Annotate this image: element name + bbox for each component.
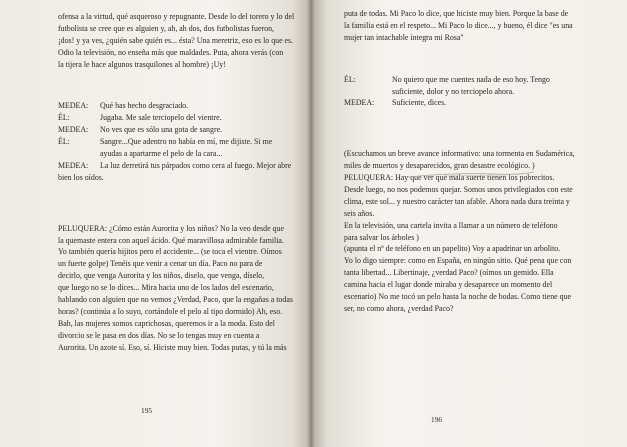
text-line: seis años. <box>344 208 375 218</box>
dialogue-text: Suficiente, dices. <box>392 98 447 108</box>
text-line: la familia está en el respeto... Mi Paco lo dice..., y bueno, él dice "es una <box>344 20 573 30</box>
text-line: horas? (continúa a lo suyo, cortándole el pelo al tipo dormido) Ah, eso. <box>58 306 283 316</box>
dialogue-text: bien los oídos. <box>58 172 104 182</box>
speaker-name: ÉL: <box>58 137 70 147</box>
text-line: camina hacia el lugar donde miraba y desaparece un momento del <box>344 280 553 290</box>
text-line: puta de todas. Mi Paco lo dice, que hiciste muy bien. Porque la base de <box>344 9 569 18</box>
book-gutter <box>307 0 315 447</box>
text-line: hablando con alguien que no vemos ¿Verdad, Paco, que la engañas a todas <box>58 295 293 305</box>
text-line: miles de muertos y desaparecidos, gran desastre ecológico. ) <box>344 161 535 171</box>
text-line: PELUQUERA: ¿Cómo están Aurorita y los niños? No la veo desde que <box>58 223 284 233</box>
text-line: (apunta el nº de teléfono en un papelito) Voy a apadrinar un arbolito. <box>344 244 561 254</box>
dialogue-line <box>58 136 296 148</box>
left-page-text <box>58 11 296 353</box>
text-line: mujer tan intachable íntegra mi Rosa" <box>344 32 464 42</box>
text-line: Yo también quería hijitos pero el accidente... (se toca el vientre. Oímos <box>58 247 282 257</box>
text-line: Bah, las mujeres somos caprichosas, queremos ir a la moda. Esto del <box>58 318 275 328</box>
text-line: Yo lo digo siempre: como en España, en ningún sitio. Qué pena que con <box>344 256 572 266</box>
text-line: ¡dos! y ya ves, ¿quién sabe quién es... ésta? Una meretriz, eso es lo que es. <box>58 35 294 45</box>
left-page <box>0 0 311 447</box>
speaker-name: MEDEA: <box>58 125 89 135</box>
text-line: la quemaste entera con aquel ácido. Qué maravillosa admirable familia. <box>58 235 284 245</box>
dialogue-text: ayudas a apartarme el pelo de la cara... <box>100 149 223 159</box>
text-line: En la televisión, una cartela invita a llamar a un número de teléfono <box>344 220 558 230</box>
dialogue-line <box>344 97 582 109</box>
speaker-name: ÉL: <box>344 74 356 84</box>
text-line: Aurorita. Un azote sí. Eso, sí. Hiciste muy bien. Todas putas, y tú la más <box>58 342 287 352</box>
dialogue-text: Jugaba. Me sale terciopelo del vientre. <box>100 113 222 123</box>
dialogue-line <box>58 160 296 172</box>
text-line: para salvar los árboles ) <box>344 232 419 242</box>
text-line: clima, este sol... y nuestro carácter tan afable. Ahora nada dura treinta y <box>344 196 570 206</box>
speaker-name: ÉL: <box>58 113 70 123</box>
dialogue-text: Sangre...Que adentro no había en mí, me dijiste. Si me <box>100 137 273 147</box>
text-line: decirlo, que venga Aurorita y los niños, diselo, que venga, díselo, <box>58 271 265 281</box>
text-line: PELUQUERA: Hay que ver qué mala suerte tienen los pobrecitos. <box>344 173 555 183</box>
page-number: 195 <box>141 406 153 415</box>
speaker-name: MEDEA: <box>58 101 89 111</box>
text-line: Desde luego, no nos podemos quejar. Somos unos privilegiados con este <box>344 185 573 195</box>
text-line: que luego no se lo dices... Mira hacia uno de los lados del escenario, <box>58 283 274 293</box>
dialogue-text: No quiero que me cuentes nada de eso hoy. Tengo <box>392 74 550 84</box>
text-line: la tijera le hace algunos trasquilones al hombre) ¡Uy! <box>58 59 226 69</box>
page-number: 196 <box>431 415 443 424</box>
text-line: ser, no como ahora, ¿verdad Paco? <box>344 303 454 313</box>
text-line: Odio la televisión, no enseña más que maldades. Puta, ahora verás (con <box>58 47 284 57</box>
text-line: divorcio se le pasa en dos días. No se lo tengas muy en cuenta a <box>58 330 260 340</box>
dialogue-line <box>58 124 296 136</box>
dialogue-line <box>58 112 296 124</box>
dialogue-line <box>58 100 296 112</box>
dialogue-text: La luz derretirá tus párpados como cera al fuego. Mejor abre <box>100 160 292 170</box>
text-line: ofensa a la virtud, qué asqueroso y repugnante. Desde lo del torero y lo del <box>58 12 295 21</box>
speaker-name: MEDEA: <box>344 98 375 108</box>
dialogue-text: Qué has hecho desgraciado. <box>100 101 189 111</box>
dialogue-text: No ves que es sólo una gota de sangre. <box>100 125 223 135</box>
speaker-name: MEDEA: <box>58 160 89 170</box>
text-line: futbolista se cree que es alguien y, ah, ah dos, dos futbolistas fueron, <box>58 23 274 33</box>
pencil-mark <box>406 170 536 180</box>
dialogue-line <box>344 74 582 86</box>
text-line: tanta libertad... Libertinaje, ¿verdad Paco? (oímos un gemido. Ella <box>344 268 554 278</box>
dialogue-text: suficiente, dolor y no terciopelo ahora. <box>392 86 515 96</box>
text-line: escenario) No me tocó un pelo hasta la noche de bodas. Como tiene que <box>344 292 572 302</box>
text-line: (Escuchamos un breve avance informativo: una tormenta en Sudamérica, <box>344 149 575 159</box>
right-page-text <box>344 8 582 315</box>
right-page <box>311 0 627 447</box>
text-line: un fuerte golpe) Tenéis que venir a cenar un día. Paco no para de <box>58 259 263 269</box>
